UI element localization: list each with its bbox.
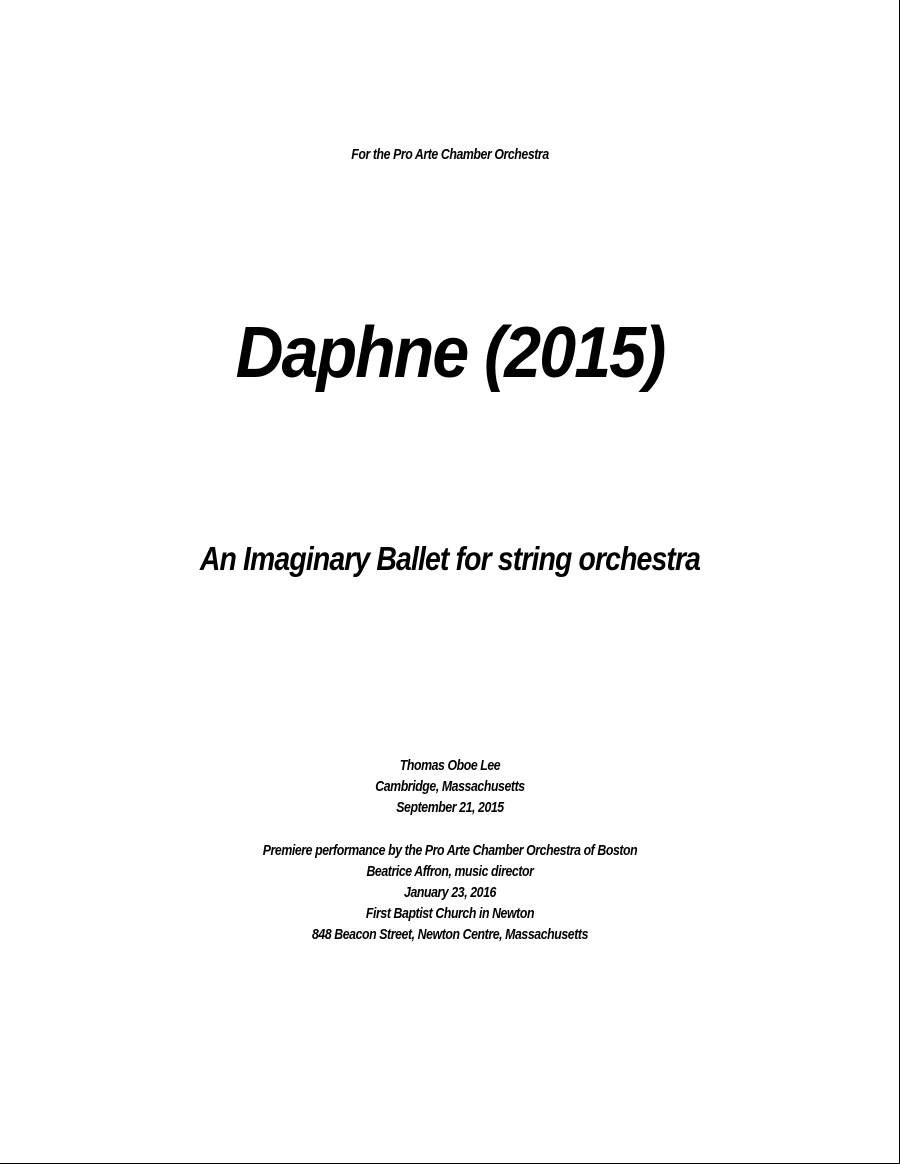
subtitle: An Imaginary Ballet for string orchestra bbox=[199, 540, 701, 577]
premiere-description: Premiere performance by the Pro Arte Chamber Orchestra of Boston bbox=[262, 842, 638, 859]
composer-name: Thomas Oboe Lee bbox=[399, 757, 501, 774]
composer-location: Cambridge, Massachusetts bbox=[375, 778, 525, 795]
dedication: For the Pro Arte Chamber Orchestra bbox=[351, 146, 549, 163]
composition-date: September 21, 2015 bbox=[396, 799, 504, 816]
premiere-date: January 23, 2016 bbox=[404, 884, 496, 901]
premiere-director: Beatrice Affron, music director bbox=[366, 863, 534, 880]
page-title: Daphne (2015) bbox=[235, 313, 665, 393]
premiere-venue: First Baptist Church in Newton bbox=[365, 905, 535, 922]
premiere-address: 848 Beacon Street, Newton Centre, Massachusetts bbox=[311, 926, 589, 943]
